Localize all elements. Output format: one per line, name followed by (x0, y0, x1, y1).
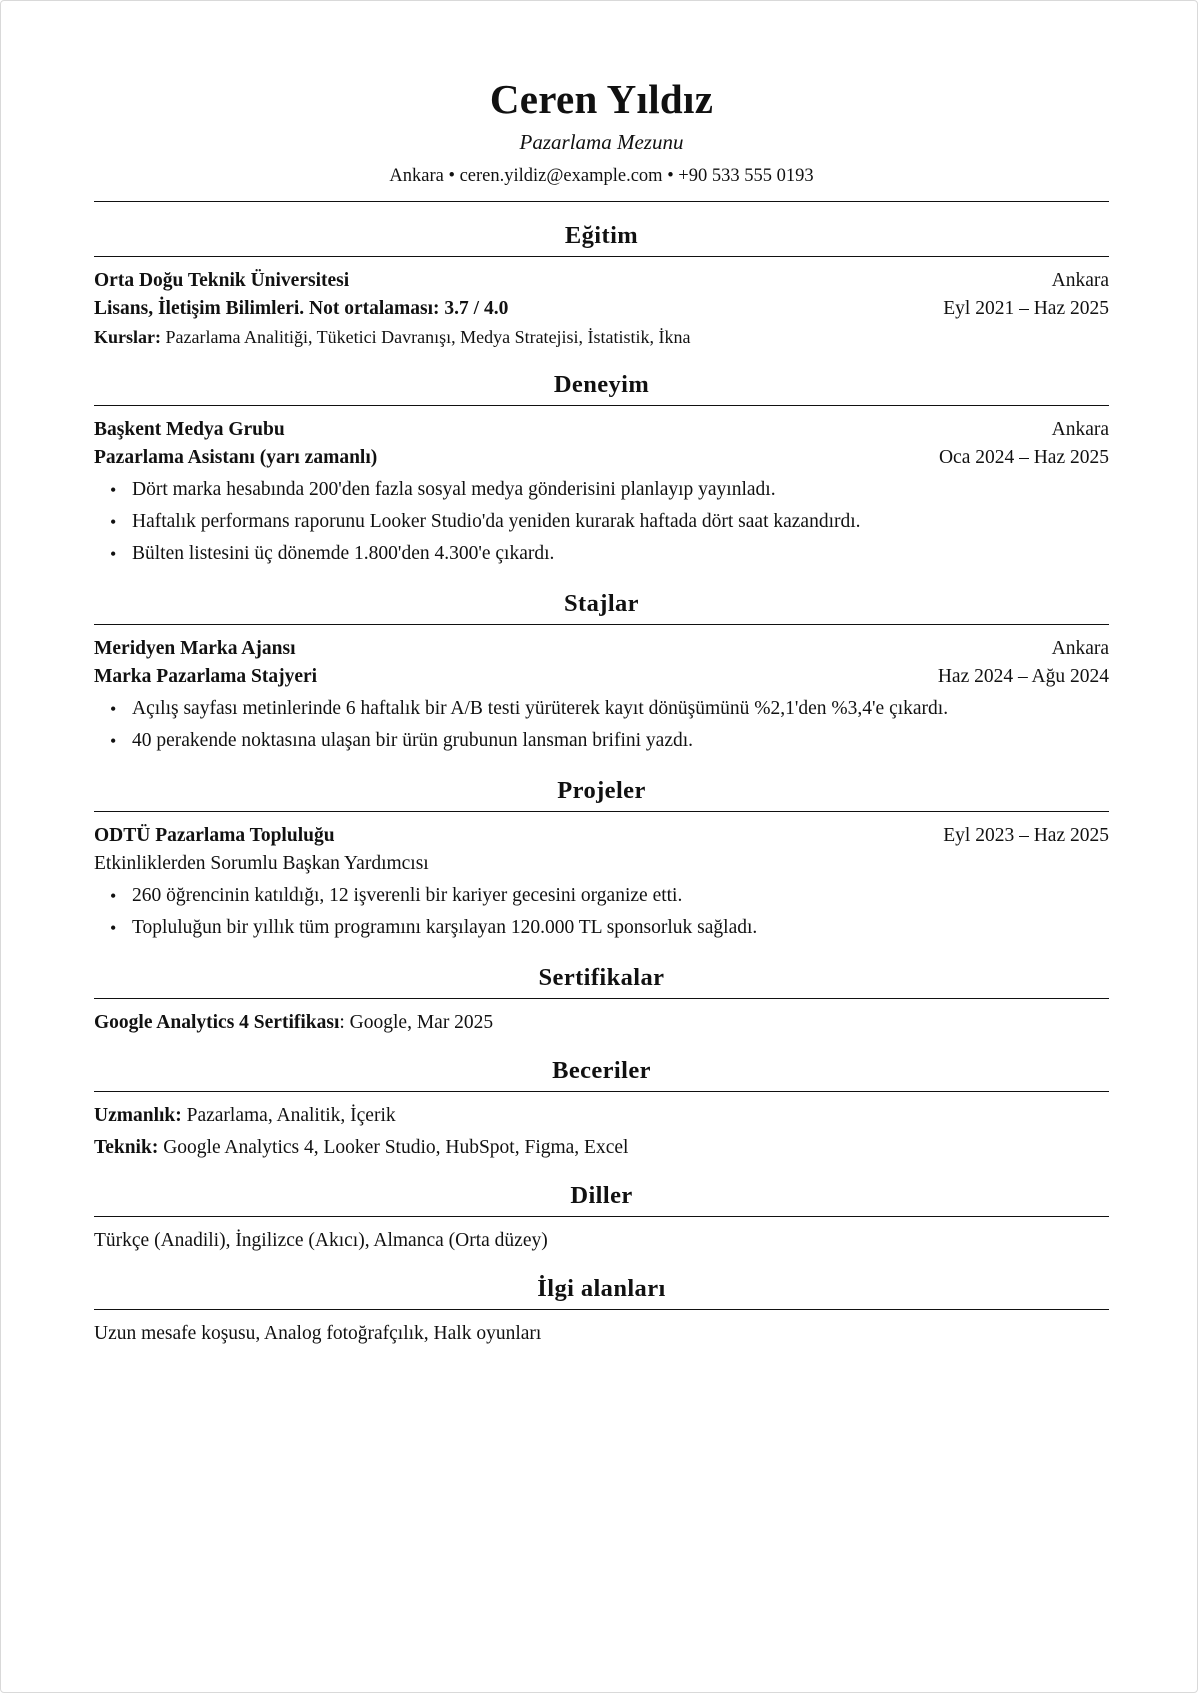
bullet-icon: • (110, 480, 117, 500)
section-divider (94, 624, 1109, 625)
candidate-title: Pazarlama Mezunu (519, 130, 684, 154)
list-item (94, 693, 1109, 725)
bullet-icon: • (110, 886, 117, 906)
contact-location: Ankara (389, 166, 444, 186)
skills-technical (94, 1134, 1109, 1162)
resume-header (94, 73, 1109, 191)
bullet-icon: • (110, 512, 117, 532)
resume-content (94, 73, 1109, 1348)
section-heading-experience: Deneyim (553, 371, 650, 398)
contact-separator: • (448, 166, 455, 186)
experience-company-row (94, 416, 1109, 444)
experience-bullets (94, 474, 1109, 570)
internship-role: Marka Pazarlama Stajyeri (94, 666, 318, 687)
project-name: ODTÜ Pazarlama Topluluğu (94, 825, 335, 846)
certification-detail: : Google, Mar 2025 (339, 1012, 494, 1033)
experience-role: Pazarlama Asistanı (yarı zamanlı) (94, 447, 378, 468)
bullet-text: Bülten listesini üç dönemde 1.800'den 4.300'e çıkardı. (132, 543, 555, 564)
interests-text: Uzun mesafe koşusu, Analog fotoğrafçılık, Halk oyunları (94, 1323, 542, 1344)
languages-text: Türkçe (Anadili), İngilizce (Akıcı), Almanca (Orta düzey) (94, 1230, 548, 1251)
list-item (94, 538, 1109, 570)
courses-label: Kurslar: (94, 327, 161, 347)
section-heading-education: Eğitim (564, 222, 639, 249)
contact-phone: +90 533 555 0193 (678, 166, 814, 186)
experience-dates: Oca 2024 – Haz 2025 (938, 447, 1109, 468)
skills-expertise-value: Pazarlama, Analitik, İçerik (181, 1105, 396, 1126)
internship-dates: Haz 2024 – Ağu 2024 (937, 666, 1109, 687)
section-divider (94, 405, 1109, 406)
list-item (94, 506, 1109, 538)
contact-line (94, 161, 1109, 191)
bullet-text: 260 öğrencinin katıldığı, 12 işverenli bir kariyer gecesini organize etti. (132, 885, 683, 906)
section-divider (94, 998, 1109, 999)
section-heading-interests: İlgi alanları (537, 1275, 666, 1302)
bullet-text: 40 perakende noktasına ulaşan bir ürün grubunun lansman brifini yazdı. (132, 730, 694, 751)
bullet-text: Topluluğun bir yıllık tüm programını karşılayan 120.000 TL sponsorluk sağladı. (132, 917, 758, 938)
internship-role-row (94, 663, 1109, 691)
bullet-icon: • (110, 918, 117, 938)
bullet-icon: • (110, 731, 117, 751)
certification-name: Google Analytics 4 Sertifikası (94, 1012, 340, 1033)
project-name-row (94, 822, 1109, 850)
section-heading-languages: Diller (570, 1182, 633, 1209)
experience-company: Başkent Medya Grubu (94, 419, 285, 440)
project-role: Etkinliklerden Sorumlu Başkan Yardımcısı (94, 853, 429, 874)
list-item (94, 474, 1109, 506)
contact-separator: • (667, 166, 674, 186)
section-divider (94, 256, 1109, 257)
section-divider (94, 1309, 1109, 1310)
candidate-name: Ceren Yıldız (489, 76, 714, 122)
section-divider (94, 1216, 1109, 1217)
bullet-text: Açılış sayfası metinlerinde 6 haftalık bir A/B testi yürüterek kayıt dönüşümünü %2,1'den %3,4'e çıkardı. (132, 698, 949, 719)
education-degree-row (94, 295, 1109, 323)
section-divider (94, 1091, 1109, 1092)
list-item (94, 912, 1109, 944)
experience-location: Ankara (1051, 419, 1109, 440)
education-school: Orta Doğu Teknik Üniversitesi (94, 270, 350, 291)
bullet-icon: • (110, 699, 117, 719)
certification-entry (94, 1009, 1109, 1037)
project-dates: Eyl 2023 – Haz 2025 (943, 825, 1109, 846)
education-degree: Lisans, İletişim Bilimleri. Not ortalaması: 3.7 / 4.0 (94, 298, 509, 319)
internship-bullets (94, 693, 1109, 757)
skills-expertise-label: Uzmanlık: (94, 1105, 182, 1126)
section-heading-projects: Projeler (557, 777, 646, 804)
section-heading-certifications: Sertifikalar (538, 964, 665, 991)
list-item (94, 880, 1109, 912)
courses-list: Pazarlama Analitiği, Tüketici Davranışı, Medya Stratejisi, İstatistik, İkna (165, 327, 691, 347)
section-heading-internships: Stajlar (564, 590, 639, 617)
skills-technical-value: Google Analytics 4, Looker Studio, HubSpot, Figma, Excel (158, 1137, 629, 1158)
skills-expertise (94, 1102, 1109, 1130)
education-courses (94, 323, 1109, 351)
header-divider (94, 201, 1109, 202)
internship-company-row (94, 635, 1109, 663)
education-dates: Eyl 2021 – Haz 2025 (943, 298, 1109, 319)
bullet-text: Dört marka hesabında 200'den fazla sosyal medya gönderisini planlayıp yayınladı. (132, 479, 776, 500)
skills-technical-label: Teknik: (94, 1137, 159, 1158)
bullet-icon: • (110, 544, 117, 564)
education-school-row (94, 267, 1109, 295)
bullet-text: Haftalık performans raporunu Looker Studio'da yeniden kurarak haftada dört saat kazandırdı. (132, 511, 861, 532)
section-heading-skills: Beceriler (552, 1057, 651, 1084)
list-item (94, 725, 1109, 757)
experience-role-row (94, 444, 1109, 472)
section-divider (94, 811, 1109, 812)
internship-location: Ankara (1051, 638, 1109, 659)
internship-company: Meridyen Marka Ajansı (94, 638, 296, 659)
education-location: Ankara (1051, 270, 1109, 291)
project-bullets (94, 880, 1109, 944)
contact-email: ceren.yildiz@example.com (459, 166, 663, 186)
